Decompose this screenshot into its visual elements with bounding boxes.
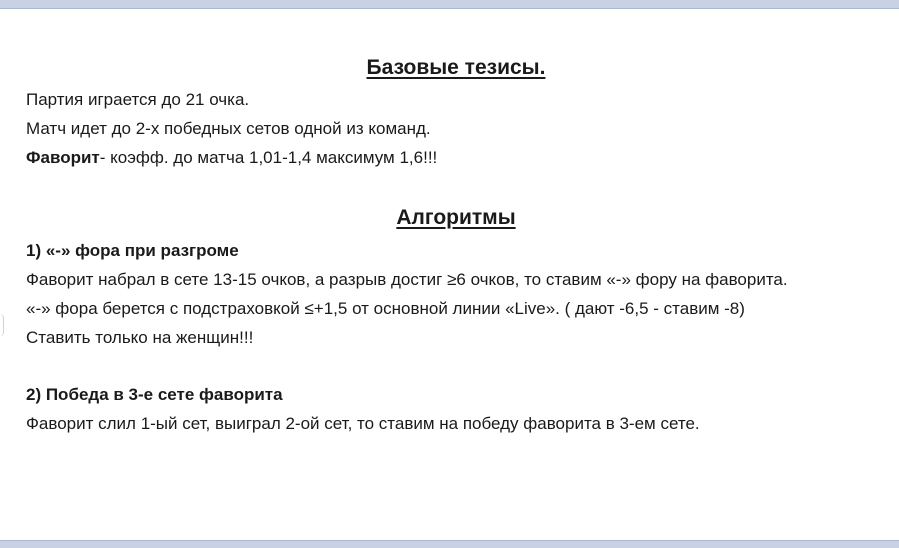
algorithm-2-line-1: Фаворит слил 1-ый сет, выиграл 2-ой сет, то ставим на победу фаворита в 3-ем сете. — [26, 414, 700, 433]
left-margin-marker — [0, 314, 4, 336]
text-line-favorite-odds — [26, 148, 437, 168]
favorite-definition: - коэфф. до матча 1,01-1,4 максимум 1,6!!! — [99, 148, 438, 167]
text-line-game-points: Партия играется до 21 очка. — [26, 90, 250, 109]
algorithm-1-line-1: Фаворит набрал в сете 13-15 очков, а разрыв достиг ≥6 очков, то ставим «-» фору на фаворита. — [26, 270, 788, 289]
section-title-basic-theses: Базовые тезисы. — [366, 56, 546, 79]
algorithm-1-line-2: «-» фора берется с подстраховкой ≤+1,5 от основной линии «Live». ( дают -6,5 - ставим -8) — [26, 299, 745, 318]
algorithm-2-heading: 2) Победа в 3-е сете фаворита — [26, 385, 283, 404]
top-window-border — [0, 0, 899, 9]
favorite-term: Фаворит — [26, 148, 100, 167]
document-page — [0, 9, 899, 540]
text-line-match-sets: Матч идет до 2-х победных сетов одной из команд. — [26, 119, 431, 138]
algorithm-1-line-3: Ставить только на женщин!!! — [26, 328, 254, 347]
bottom-window-border — [0, 540, 899, 548]
algorithm-1-heading: 1) «-» фора при разгроме — [26, 241, 239, 260]
section-title-algorithms: Алгоритмы — [396, 206, 516, 229]
